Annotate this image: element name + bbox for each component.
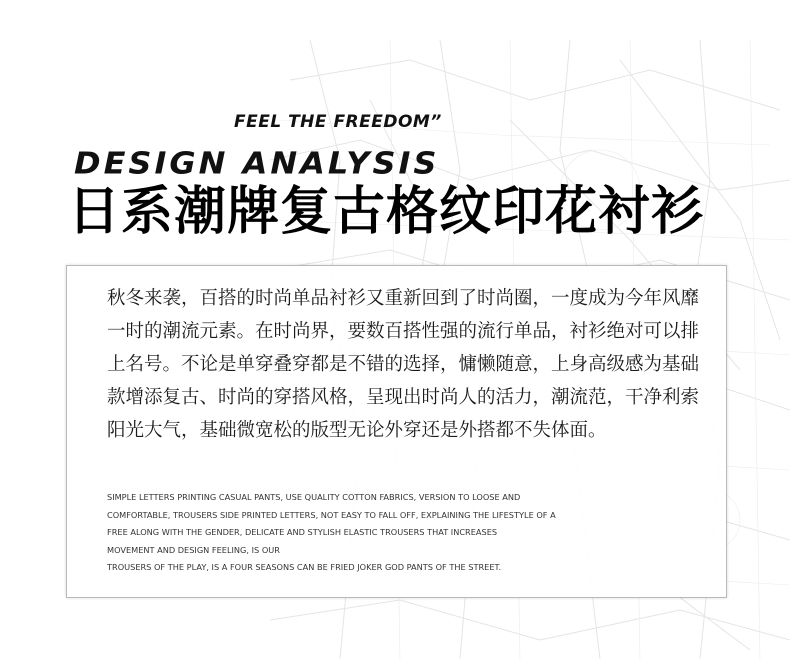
description-chinese: 秋冬来袭，百搭的时尚单品衬衫又重新回到了时尚圈，一度成为今年风靡一时的潮流元素。在时尚界，要数百搭性强的流行单品，衬衫绝对可以排上名号。不论是单穿叠穿都是不错的选择，慵懒随意，上身高级感为基础款增添复古、时尚的穿搭风格，呈现出时尚人的活力，潮流范，干净利索阳光大气，基础微宽松的版型无论外穿还是外搭都不失体面。 xyxy=(107,288,700,441)
description-panel xyxy=(66,265,727,598)
title-chinese: 日系潮牌复古格纹印花衬衫 xyxy=(68,182,705,242)
tagline: FEEL THE FREEDOM” xyxy=(234,112,442,132)
title-english: DESIGN ANALYSIS xyxy=(74,145,440,182)
description-english: SIMPLE LETTERS PRINTING CASUAL PANTS, USE QUALITY COTTON FABRICS, VERSION TO LOOSE AND COMFORTABLE, TROUSERS SIDE PRINTED LETTERS, NOT EASY TO FALL OFF, EXPLAINING THE LIFESTYLE OF A FREE ALONG WITH THE GENDER, DELICATE AND STYLISH ELASTIC TROUSERS THAT INCREASES MOVEMENT AND DESIGN FEELING, IS OUR TROUSERS OF THE PLAY, IS A FOUR SEASONS CAN BE FRIED JOKER GOD PANTS OF THE STREET. xyxy=(107,492,556,572)
